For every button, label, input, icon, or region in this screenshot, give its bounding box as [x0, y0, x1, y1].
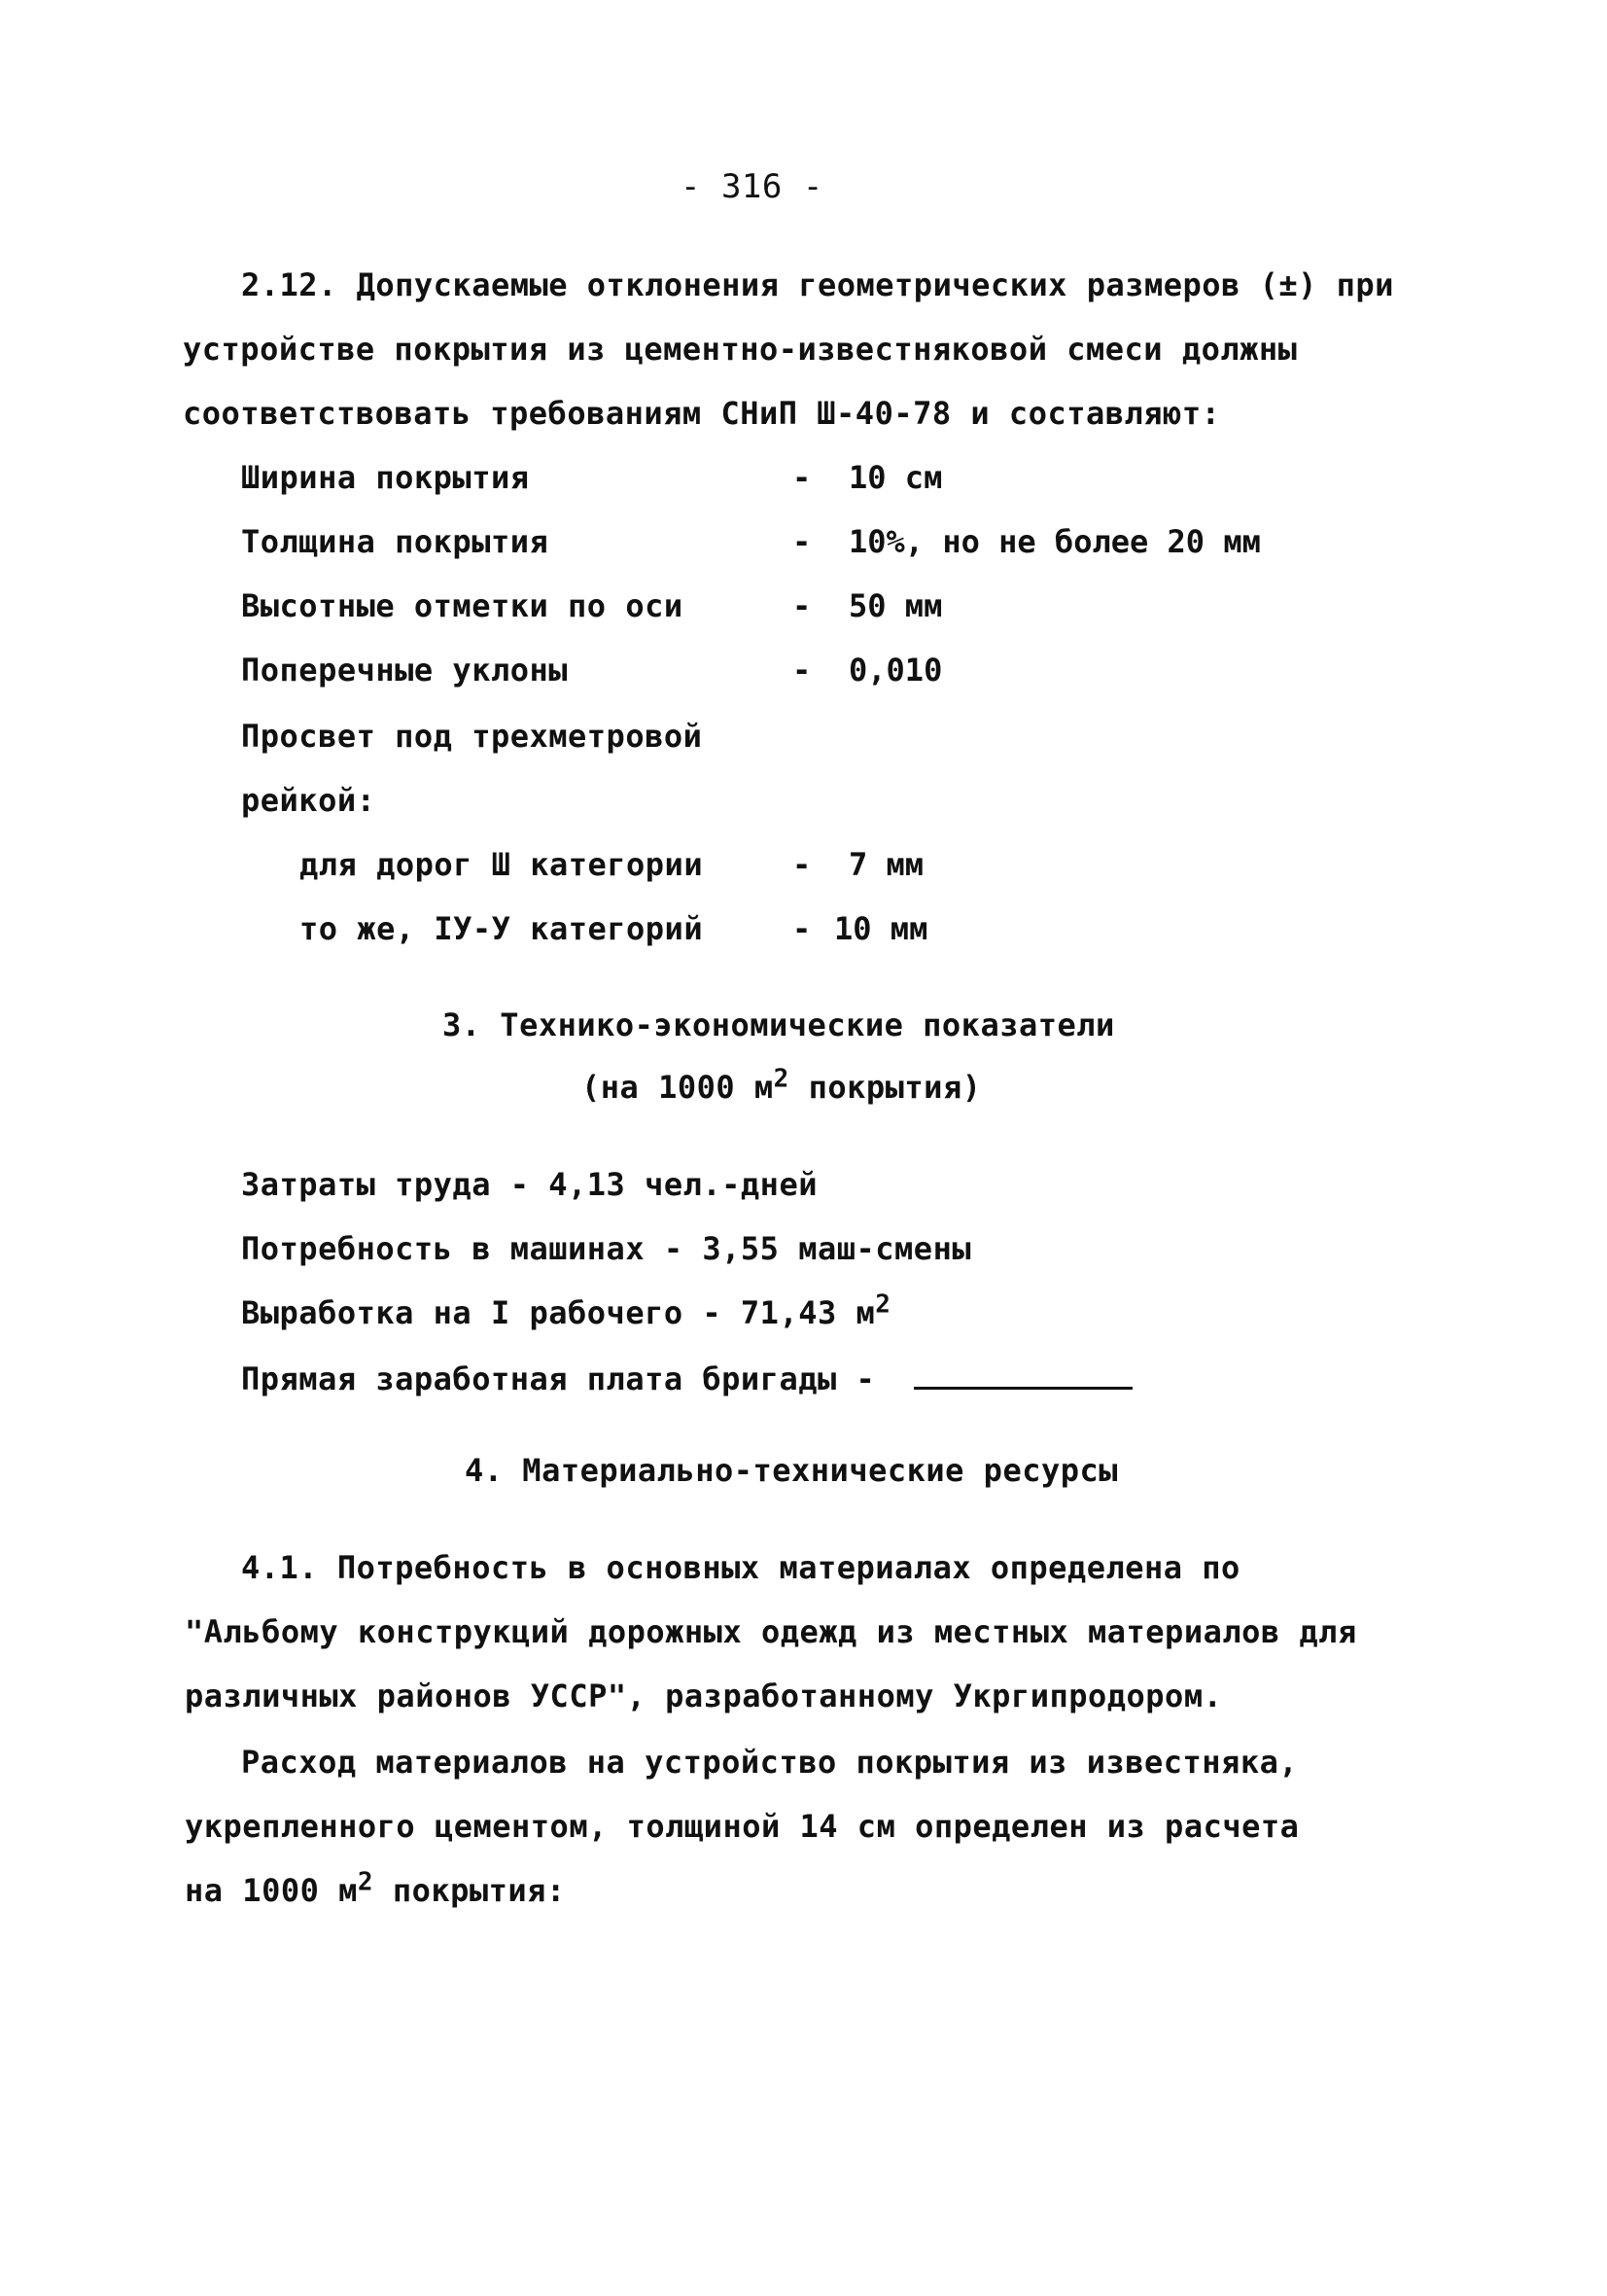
section-4-1-line-1: 4.1. Потребность в основных материалах определена по	[241, 1549, 1240, 1586]
tolerance-dash: -	[792, 459, 812, 496]
tolerance-label: Высотные отметки по оси	[241, 587, 683, 624]
page-number: - 316 -	[681, 167, 823, 206]
tolerance-value: 0,010	[849, 652, 943, 689]
section-2-12-line-2: устройстве покрытия из цементно-известняковой смеси должны	[183, 331, 1298, 368]
output-text: Выработка на I рабочего - 71,43 м	[241, 1294, 876, 1331]
clearance-label: для дорог Ш категории	[299, 846, 704, 883]
clearance-dash: -	[792, 846, 812, 883]
materials-text-post: покрытия:	[373, 1872, 566, 1909]
section-4-1-line-2: "Альбому конструкций дорожных одежд из местных материалов для	[185, 1613, 1357, 1650]
clearance-line-2: рейкой:	[241, 782, 376, 819]
clearance-value: 7 мм	[849, 846, 925, 883]
section-3-heading: 3. Технико-экономические показатели	[442, 1007, 1115, 1043]
clearance-dash: -	[792, 910, 812, 947]
direct-wages	[241, 1358, 1133, 1398]
direct-wages-label: Прямая заработная плата бригады -	[241, 1360, 876, 1397]
section-4-1-line-3: различных районов УССР", разработанному Укргипродором.	[185, 1678, 1223, 1714]
tolerance-label: Ширина покрытия	[241, 459, 530, 496]
section-2-12-line-3: соответствовать требованиям СНиП Ш-40-78 и составляют:	[183, 395, 1221, 432]
materials-text-pre: на 1000 м	[185, 1872, 358, 1909]
clearance-value: 10 мм	[834, 910, 928, 947]
superscript-2: 2	[875, 1289, 891, 1320]
tolerance-value: 50 мм	[849, 587, 943, 624]
machine-needs: Потребность в машинах - 3,55 маш-смены	[241, 1230, 972, 1267]
clearance-label: то же, IУ-У категорий	[299, 910, 704, 947]
labor-costs: Затраты труда - 4,13 чел.-дней	[241, 1166, 818, 1203]
materials-paragraph-line-3	[185, 1867, 566, 1910]
superscript-2: 2	[773, 1064, 789, 1094]
materials-paragraph-line-1: Расход материалов на устройство покрытия из известняка,	[241, 1744, 1299, 1781]
tolerance-value: 10%, но не более 20 мм	[849, 523, 1261, 560]
materials-paragraph-line-2: укрепленного цементом, толщиной 14 см определен из расчета	[185, 1808, 1300, 1845]
tolerance-label: Толщина покрытия	[241, 523, 549, 560]
tolerance-value: 10 см	[849, 459, 943, 496]
superscript-2: 2	[357, 1867, 374, 1897]
tolerance-dash: -	[792, 587, 812, 624]
subheading-text-post: покрытия)	[788, 1069, 982, 1106]
section-2-12-line-1: 2.12. Допускаемые отклонения геометрических размеров (±) при	[241, 266, 1394, 303]
tolerance-dash: -	[792, 652, 812, 689]
tolerance-dash: -	[792, 523, 812, 560]
subheading-text-pre: (на 1000 м	[581, 1069, 774, 1106]
tolerance-label: Поперечные уклоны	[241, 652, 569, 689]
section-4-heading: 4. Материально-технические ресурсы	[465, 1452, 1119, 1489]
clearance-line-1: Просвет под трехметровой	[241, 718, 703, 755]
section-3-subheading	[581, 1064, 982, 1107]
blank-fill-line	[914, 1358, 1133, 1390]
output-per-worker	[241, 1289, 891, 1332]
